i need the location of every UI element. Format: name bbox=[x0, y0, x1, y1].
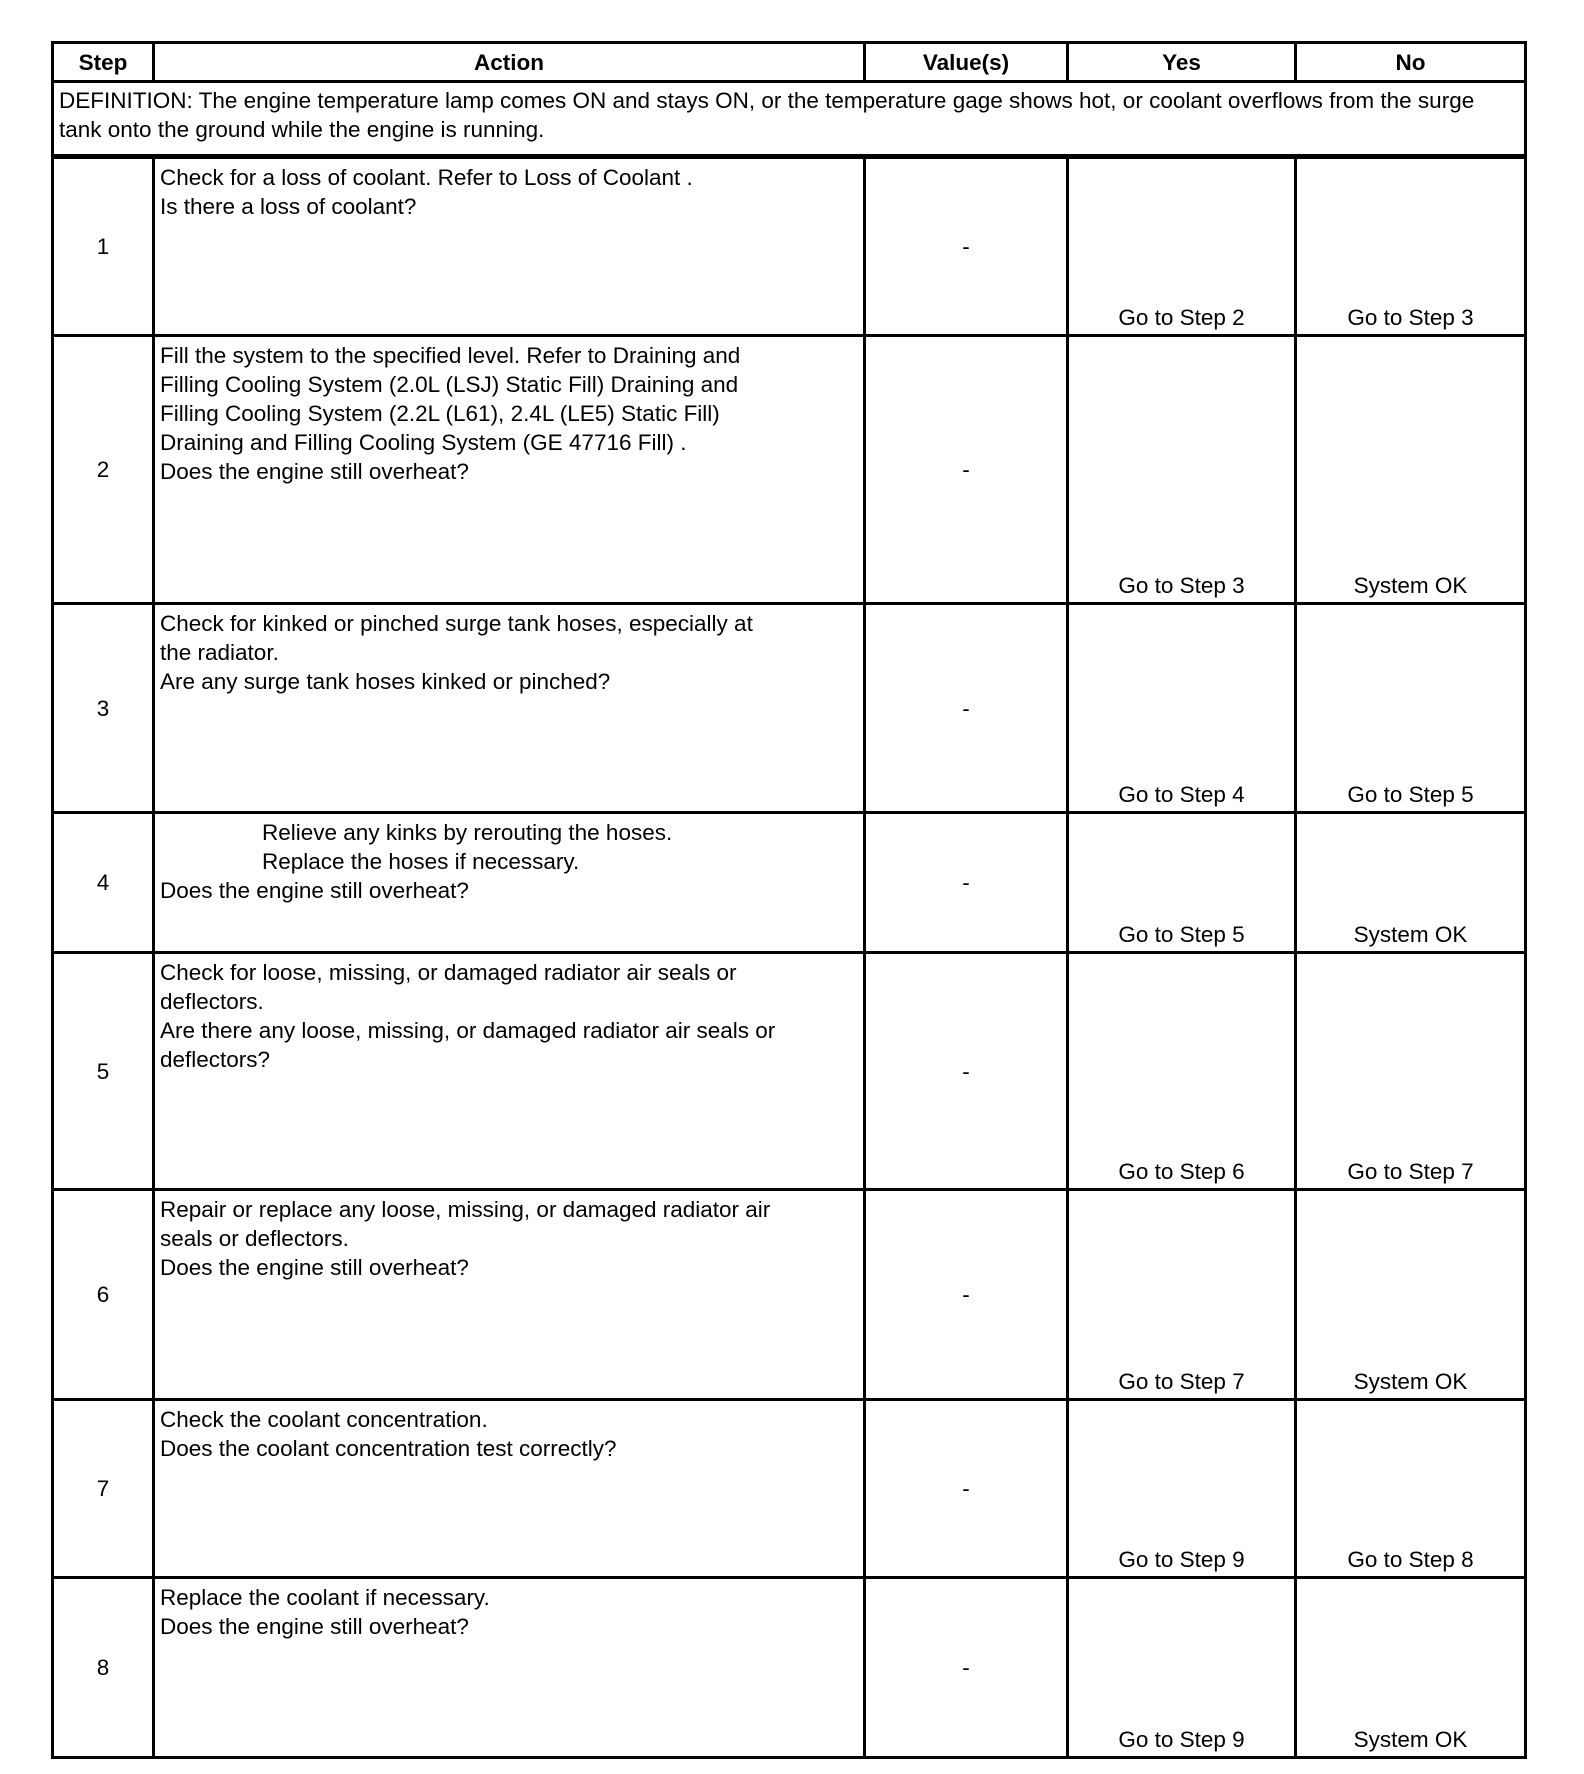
action-text: Repair or replace any loose, missing, or damaged radiator air seals or deflectors. bbox=[160, 1197, 771, 1251]
step-number: 4 bbox=[53, 813, 154, 953]
action-cell bbox=[154, 157, 865, 336]
no-cell: System OK bbox=[1296, 1578, 1526, 1758]
action-question: Are any surge tank hoses kinked or pinched? bbox=[160, 669, 611, 694]
action-cell bbox=[154, 1578, 865, 1758]
action-question: Does the engine still overheat? bbox=[160, 1614, 469, 1639]
no-cell: Go to Step 5 bbox=[1296, 604, 1526, 813]
no-cell: Go to Step 7 bbox=[1296, 953, 1526, 1190]
action-text: Replace the coolant if necessary. bbox=[160, 1585, 490, 1610]
header-no: No bbox=[1296, 43, 1526, 82]
action-question: Does the engine still overheat? bbox=[160, 878, 469, 903]
action-text: Check for a loss of coolant. Refer to Loss of Coolant . bbox=[160, 165, 693, 190]
header-yes: Yes bbox=[1068, 43, 1296, 82]
action-text: Check for loose, missing, or damaged radiator air seals or deflectors. bbox=[160, 960, 737, 1014]
step-number: 3 bbox=[53, 604, 154, 813]
action-question: Is there a loss of coolant? bbox=[160, 194, 417, 219]
header-step: Step bbox=[53, 43, 154, 82]
value-cell: - bbox=[865, 1190, 1068, 1400]
step-number: 5 bbox=[53, 953, 154, 1190]
value-cell: - bbox=[865, 336, 1068, 604]
no-cell: Go to Step 3 bbox=[1296, 157, 1526, 336]
action-cell bbox=[154, 813, 865, 953]
value-cell: - bbox=[865, 1400, 1068, 1578]
action-text: Check the coolant concentration. bbox=[160, 1407, 488, 1432]
no-cell: System OK bbox=[1296, 336, 1526, 604]
definition-row bbox=[53, 82, 1526, 157]
no-cell: System OK bbox=[1296, 813, 1526, 953]
table-row bbox=[53, 336, 1526, 604]
yes-cell: Go to Step 2 bbox=[1068, 157, 1296, 336]
yes-cell: Go to Step 6 bbox=[1068, 953, 1296, 1190]
value-cell: - bbox=[865, 1578, 1068, 1758]
step-number: 2 bbox=[53, 336, 154, 604]
yes-cell: Go to Step 9 bbox=[1068, 1578, 1296, 1758]
action-question: Does the engine still overheat? bbox=[160, 459, 469, 484]
header-action: Action bbox=[154, 43, 865, 82]
table-row bbox=[53, 1400, 1526, 1578]
action-text: Relieve any kinks by rerouting the hoses. Replace the hoses if necessary. bbox=[262, 820, 673, 874]
action-question: Are there any loose, missing, or damaged radiator air seals or deflectors? bbox=[160, 1018, 776, 1072]
no-cell: Go to Step 8 bbox=[1296, 1400, 1526, 1578]
action-cell bbox=[154, 1190, 865, 1400]
yes-cell: Go to Step 5 bbox=[1068, 813, 1296, 953]
step-number: 6 bbox=[53, 1190, 154, 1400]
definition-text: DEFINITION: The engine temperature lamp comes ON and stays ON, or the temperature gage shows hot, or coolant overflows from the surge tank onto the ground while the engine is running. bbox=[53, 82, 1526, 157]
action-cell bbox=[154, 604, 865, 813]
no-cell: System OK bbox=[1296, 1190, 1526, 1400]
yes-cell: Go to Step 4 bbox=[1068, 604, 1296, 813]
table-row bbox=[53, 604, 1526, 813]
action-cell bbox=[154, 1400, 865, 1578]
value-cell: - bbox=[865, 953, 1068, 1190]
yes-cell: Go to Step 9 bbox=[1068, 1400, 1296, 1578]
action-cell bbox=[154, 953, 865, 1190]
table-row bbox=[53, 1578, 1526, 1758]
action-question: Does the engine still overheat? bbox=[160, 1255, 469, 1280]
value-cell: - bbox=[865, 604, 1068, 813]
table-row bbox=[53, 953, 1526, 1190]
table-row bbox=[53, 813, 1526, 953]
value-cell: - bbox=[865, 157, 1068, 336]
step-number: 7 bbox=[53, 1400, 154, 1578]
step-number: 8 bbox=[53, 1578, 154, 1758]
header-values: Value(s) bbox=[865, 43, 1068, 82]
table-row bbox=[53, 1190, 1526, 1400]
step-number: 1 bbox=[53, 157, 154, 336]
action-question: Does the coolant concentration test correctly? bbox=[160, 1436, 617, 1461]
value-cell: - bbox=[865, 813, 1068, 953]
action-cell bbox=[154, 336, 865, 604]
diagnostic-table bbox=[51, 41, 1527, 1759]
table-row bbox=[53, 157, 1526, 336]
action-text: Check for kinked or pinched surge tank hoses, especially at the radiator. bbox=[160, 611, 753, 665]
table-header-row bbox=[53, 43, 1526, 82]
yes-cell: Go to Step 3 bbox=[1068, 336, 1296, 604]
action-text: Fill the system to the specified level. Refer to Draining and Filling Cooling System (2.0L (LSJ) Static Fill) Draining and Filling Cooling System (2.2L (L61), 2.4L (LE5) Static Fill) Draining and Filling Cooling System (GE 47716 Fill) . bbox=[160, 343, 741, 455]
yes-cell: Go to Step 7 bbox=[1068, 1190, 1296, 1400]
